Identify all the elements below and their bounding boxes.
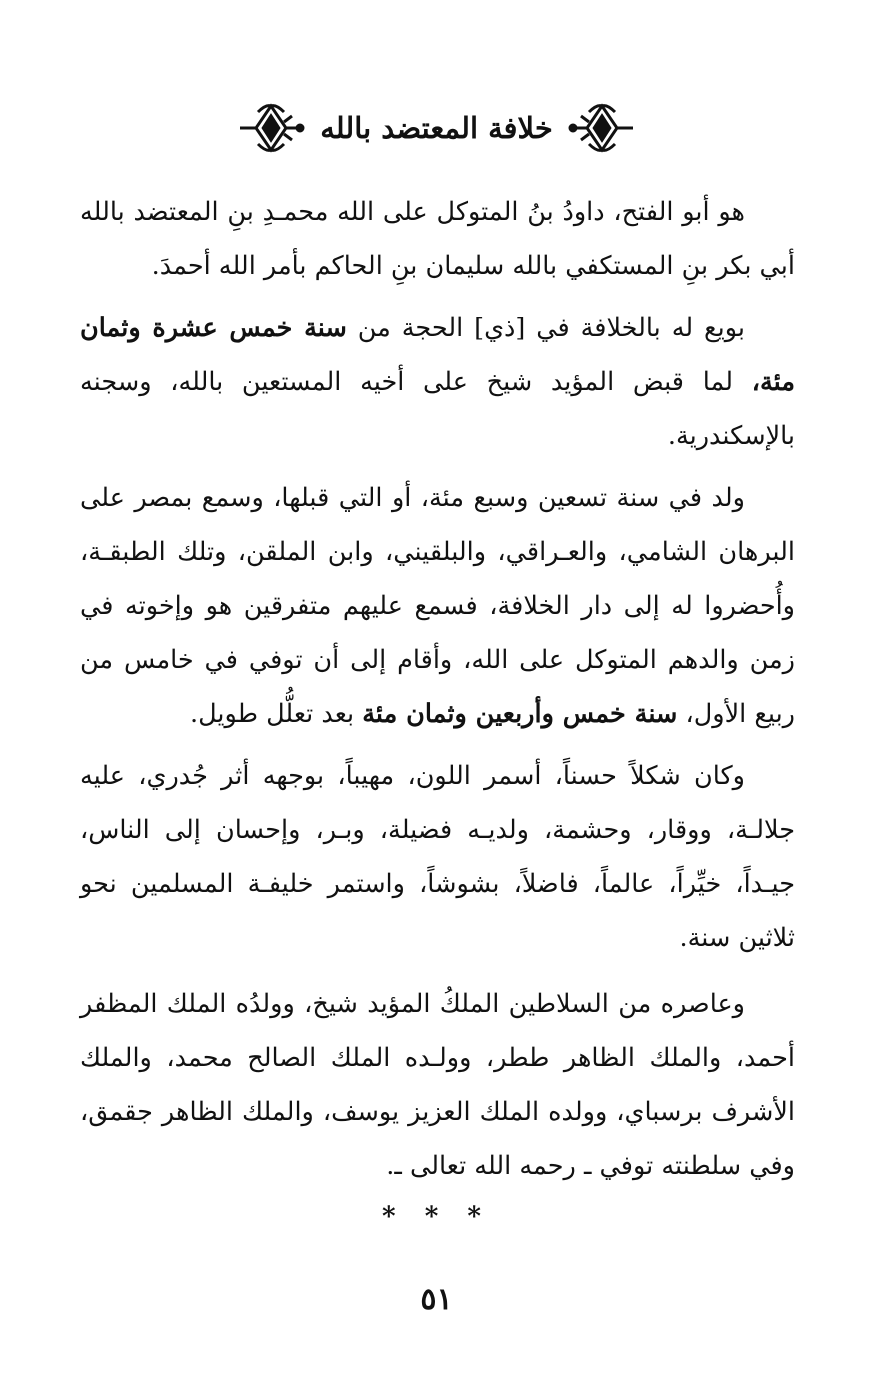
ornament-icon bbox=[236, 102, 306, 154]
paragraph-description bbox=[80, 749, 795, 965]
text-segment: بويع له بالخلافة في [ذي] الحجة من bbox=[346, 313, 745, 343]
paragraph-birth-death bbox=[80, 471, 795, 741]
bold-date: سنة خمس وأربعين وثمان مئة bbox=[362, 699, 678, 729]
chapter-title: خلافة المعتضد بالله bbox=[320, 111, 553, 145]
body-text bbox=[80, 185, 795, 1201]
text-segment: لما قبض المؤيد شيخ على أخيه المستعين بالله، وسجنه بالإسكندرية. bbox=[80, 367, 795, 451]
text-segment: ولد في سنة تسعين وسبع مئة، أو التي قبلها، وسمع بمصر على البرهان الشامي، والعـراقي، والبلقيني، وابن الملقن، وتلك الطبقـة، وأُحضروا له إلى دار الخلافة، فسمع عليهم متفرقين هو وإخوته في زمن والدهم المتوكل على الله، وأقام إلى أن توفي في خامس من ربيع الأول، bbox=[80, 483, 795, 729]
text-segment: وعاصره من السلاطين الملكُ المؤيد شيخ، وولدُه الملك المظفر أحمد، والملك الظاهر ططر، وولـده الملك الصالح محمد، والملك الأشرف برسباي، وولده الملك العزيز يوسف، والملك الظاهر جقمق، وفي سلطنته توفي ـ رحمه الله تعالى ـ. bbox=[80, 989, 795, 1181]
text-segment: وكان شكلاً حسناً، أسمر اللون، مهيباً، بوجهه أثر جُدري، عليه جلالـة، ووقار، وحشمة، ولديـه فضيلة، وبـر، وإحسان إلى الناس، جيـداً، خيِّراً، عالماً، فاضلاً، بشوشاً، واستمر خليفـة المسلمين نحو ثلاثين سنة. bbox=[80, 761, 795, 953]
paragraph-accession bbox=[80, 301, 795, 463]
text-segment: هو أبو الفتح، داودُ بنُ المتوكل على الله محمـدِ بنِ المعتضد بالله أبي بكر بنِ المستكفي بالله سليمان بنِ الحاكم بأمر الله أحمدَ. bbox=[80, 197, 795, 281]
bold-date: سنة خمس عشرة وثمان مئة، bbox=[80, 313, 795, 397]
section-separator: * * * bbox=[382, 1202, 491, 1232]
paragraph-lineage bbox=[80, 185, 795, 293]
chapter-header bbox=[0, 100, 873, 156]
ornament-icon bbox=[567, 102, 637, 154]
text-segment: بعد تعلُّل طويل. bbox=[190, 699, 363, 729]
page-number: ٥١ bbox=[420, 1282, 453, 1317]
paragraph-sultans bbox=[80, 977, 795, 1193]
